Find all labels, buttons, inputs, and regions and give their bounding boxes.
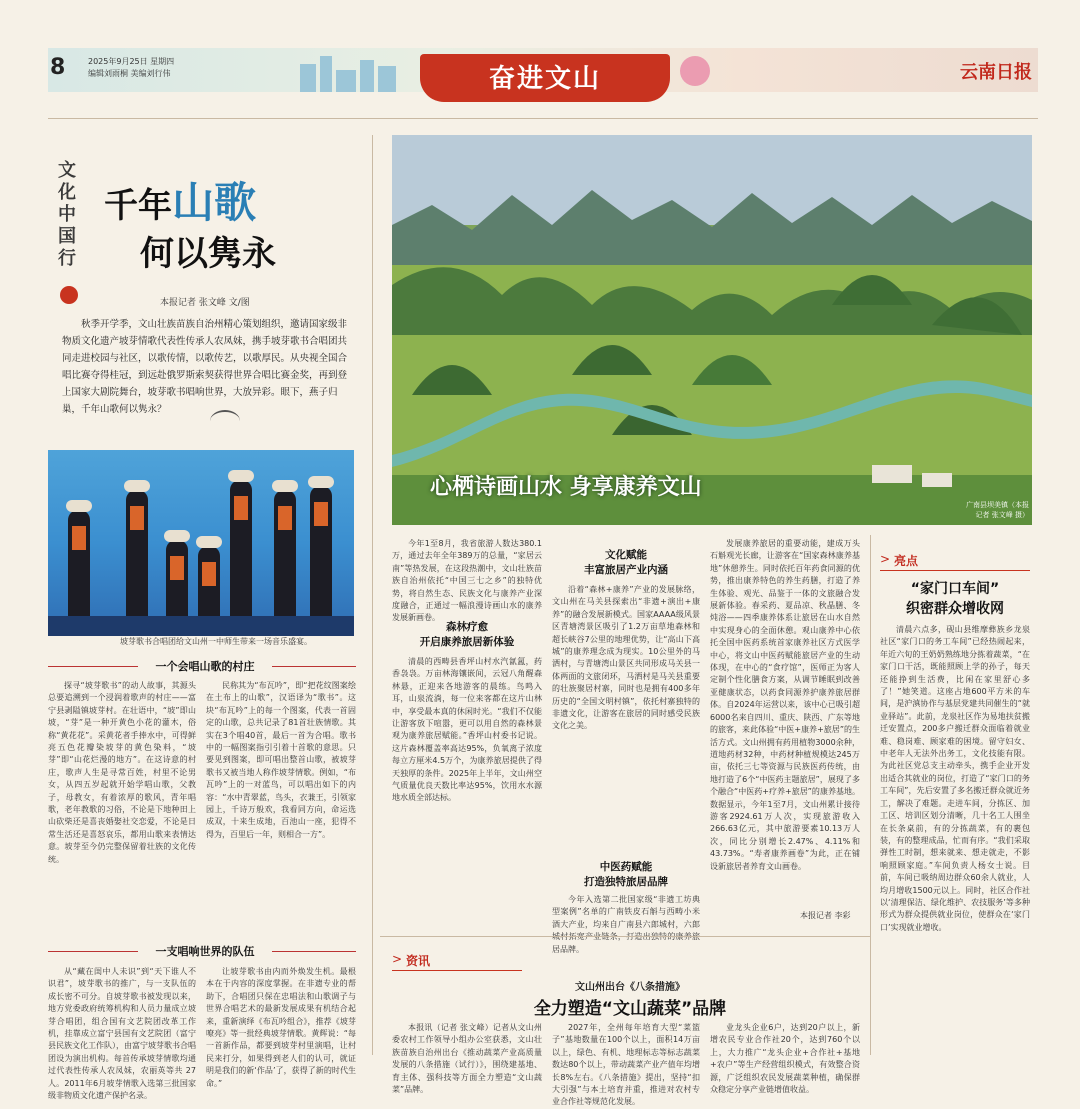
landscape-photo (392, 135, 1032, 525)
headline-prefix: 千年 (104, 186, 172, 226)
article-column: 2027年，全州每年培育大型“菜篮子”基地数量在100个以上，面积14万亩以上，绿色、有机、地理标志等标志蔬菜数达80个以上，带动蔬菜产业产值年均增长8%左右。《八条措施》提出，坚持“扣大引强”与本土培育并重，推进对农村专业合作社等规范化发展。 (552, 1023, 700, 1107)
section-tag: 亮点 (894, 554, 919, 568)
article-column: 清晨的西畴县香坪山村水汽氤氲，药香袅袅。万亩林海镶嵌间，云冠八角醒森林悬，正迎来各地游客的晨练。鸟鸣入耳，山泉流淌，每一位来客都在这片山林中，享受最本真的休闲时光。“我们不仅能让游客放下喧嚣，更可以用自然的森林景观为康养旅居赋能。”香坪山村委书记说。这片森林覆盖率高达95%，负氧离子浓度每立方厘米4.5万个，为康养旅居提供了得天独厚的条件。2025年上半年，文山州空气质量优良天数比率达95%，饮用水水源地水质全部达标。 (392, 657, 542, 803)
issue-date: 2025年9月25日 星期四 (88, 57, 175, 66)
byline: 本报记者 李彩 (800, 911, 851, 920)
headline-highlight: 山歌 (172, 178, 257, 227)
column-divider (372, 135, 373, 1055)
section-rule (272, 951, 356, 952)
article-column: 今年入选第二批国家级“非遗工坊典型案例”名单的广南铁皮石斛与西畴小米酒大产业，均来自广南县六郎城村，六郎城村拓宽产业链条，打造出独特的康养旅居品牌。 (552, 895, 700, 954)
article-column: 探寻“坡芽歌书”的动人故事，其源头总要追溯到一个浸润着歌声的村庄——富宁县剥隘镇坡芽村。在壮语中，“坡”即山坡，“芽”是一种开黄色小花的灌木，俗称“黄花花”。采黄花者手捧水中，可得鲜亮五色花瓣染坡芽的黄色染料，“坡芽”即“山花烂漫的地方”。在这诗意的村庄，歌声人生是寻常百姓，村里不论男女，从四五岁起就开始学唱山歌，父教子，母教女，有着浓厚的歌风，青年唱歌，老年教歌的习俗，不论是下地种田上山砍柴还是喜丧婚娶社交恋爱，不论是日常生活还是喜怒哀乐，都用山歌来表情达意。坡芽至今仍完整保留着壮族的文化传统。 (48, 681, 196, 864)
editor-credit: 编辑刘雨桐 美编刘行伟 (88, 69, 171, 78)
article-column: 业龙头企业6户，达到20户以上，新增农民专业合作社20个，达到760个以上，大力推广“龙头企业+合作社+基地+农户”等生产经营组织模式，有效整合资源，广泛组织农民发展蔬菜种植，确保群众稳定分享产业链增值收益。 (710, 1023, 860, 1095)
headline-line-1 (104, 170, 256, 230)
section-divider (380, 936, 870, 937)
article-title-line-2: 织密群众增收网 (906, 601, 1004, 617)
chevron-right-icon: > (880, 552, 891, 566)
subheading: 中医药赋能 打造独特旅居品牌 (584, 861, 668, 888)
performer-figure (126, 490, 148, 620)
performer-figure (198, 546, 220, 622)
performer-figure (230, 480, 252, 620)
swallow-icon (210, 410, 240, 432)
skyline-decoration (300, 64, 316, 92)
article-column: 本报讯（记者 张文峰）记者从文山州委农村工作领导小组办公室获悉，文山壮族苗族自治州出台《推动蔬菜产业高质量发展的八条措施（试行）》，围绕建基地、育主体、强科技等方面全力塑造“文山蔬菜”品牌。 (392, 1023, 542, 1095)
article-column: 清晨六点多，砚山县维摩彝族乡龙泉社区“家门口的务工车间”已经热闹起来，年近六旬的王奶奶熟练地分拣着蔬菜，“在家门口干活，既能照顾上学的孙子，每天还能挣到生活费，比闲在家里舒心多了！”她笑道。这座占地600平方米的车间，是沪滇协作与基层党建共同催生的“就业驿站”。此前，龙泉社区作为易地扶贫搬迁安置点，200多户搬迁群众面临着就业难、稳岗难、顾家难的困境。留守妇女、中老年人无法外出务工，文化技能有限。为此社区党总支主动牵头，携手企业开发出适合其就业的岗位，打造了“家门口的务工车间”，先后安置了多名搬迁群众就近务工，解决了难题。走进车间，分拣区、加工区、培训区划分清晰，几十名工人围坐在长条桌前，有的分拣蔬菜，有的裹包装，有的整理成品，忙而有序。“我们采取弹性工时制，想来就来、想走就走，不影响照顾家庭。”车间负责人杨女士说。目前，车间已吸纳周边群众60余人就业，人均月增收1500元以上。同时，社区合作社以‘清理保洁、绿化维护、农技服务’等多种形式为群众提供就业岗位，使群众在‘家门口’实现就业增收。 (880, 625, 1030, 932)
seal-icon (60, 286, 78, 304)
subheading: 森林疗愈 开启康养旅居新体验 (419, 621, 515, 648)
tag-rule (880, 570, 1030, 571)
section-rule (48, 666, 138, 667)
article-title-line-1: “家门口车间” (910, 581, 1000, 597)
article-column: 从“藏在闺中人未识”到“天下谁人不识君”，坡芽歌书的推广，与一支队伍的成长密不可分。自坡芽歌书被发现以来，地方党委政府统筹机构和人员力量成立坡芽合唱团，组合国有文艺院团改革工作机，挂靠成立富宁县国有文艺院团（富宁县民族文化工作队），由富宁坡芽歌书合唱团设为演出机构。每首传承坡芽情歌均通过代表性传承人农凤妹，农丽英等共 27人。2011年6月坡芽情歌入选第三批国家级非物质文化遗产保护名录。 (48, 967, 196, 1101)
column-tag: 文化中国行 (58, 160, 76, 269)
section-rule (48, 951, 138, 952)
intro-paragraph: 秋季开学季，文山壮族苗族自治州精心策划组织，邀请国家级非物质文化遗产坡芽情歌代表性传承人农凤妹，携手坡芽歌书合唱团共同走进校园与社区，以歌传情，以歌传艺，以歌厚民。从央视全国合唱比赛夺得桂冠，到远赴俄罗斯索契获得世界合唱比赛金奖，再到登上国家大剧院舞台，坡芽歌书唱响世界，大放异彩。眼下，燕子归巢，千年山歌何以隽永？ (62, 319, 348, 415)
skyline-decoration (378, 66, 396, 92)
skyline-decoration (360, 60, 374, 92)
photo-credit: 广南县坝美镇（本报记者 张文峰 摄） (966, 501, 1029, 519)
section-title: 一个会唱山歌的村庄 (155, 660, 255, 673)
article-column: 民称其为“布瓦吟”，即“把花纹图案绘在土布上的山歌”，汉语译为“歌书”。这块“布瓦吟”上的每一个图案，代表一首固定的山歌，总共记录了81首壮族情歌。其实在3个唱40首，最后一首为合唱。歌书中的一幅图案指引引着十首歌的意思。只要见到图案，即可唱出整首山歌，被坡芽歌书又被当地人称作坡芽情歌。例如，“布瓦吟”上的一对蓝鸟，可以唱出如下的内容：“水中青翠蓝，鸟头，衣兼王，引领家园上，千诗万般欢，我看同方向，命运选成双，十来生成地，百池山一座，犯得不得为，百里后一年，则相合一方”。 (206, 681, 356, 839)
photo-slogan: 心栖诗画山水 身享康养文山 (430, 475, 702, 500)
date-line (88, 56, 174, 80)
performer-figure (310, 486, 332, 620)
photo-caption: 坡芽歌书合唱团给文山州一中师生带来一场音乐盛宴。 (120, 637, 312, 646)
article-column: 发展康养旅居的重要动能，建成万头石斛观光长廊，让游客在“国家森林康养基地”休憩养生。同时依托百年药食同源的优势，推出康养特色的养生药膳，打造了养生体验、观光、品鉴于一体的文旅融合发展新体验。春采药、夏品凉、秋晶膳、冬炖浴——四季康养体系让旅居在山水自然中实现身心的全面休憩。观山康养中心依托全国中医药系统首家康养社区方式医学中心，将文山中医药赋能旅居产业的生动体现，在中心的“食疗馆”，医师正为客人定制个性化膳食方案，从调节睡眠到改善亚健康状态，以药食同源养护康养旅居群体。自2024年运营以来，该中心已吸引超6000名来自四川、重庆、陕西、广东等地的旅客，来此体验“中医+康养+旅居”的生活方式。文山州拥有药用植物3000余种，道地药材32种，中药材种植规模达245万亩，依托三七等资源与民族医药传统，由地打造了6个“中医药主题旅居”，展现了多个融合“中医药+疗养+旅居”的康养基地。数据显示，今年1至7月，文山州累计接待游客2924.61万人次，实现旅游收入266.63亿元，其中旅游要素10.13万人次，同比分别增长2.47%、4.11%和43.73%。“寿者康养画卷”为此，正在铺设新旅居者养育文山画卷。 (710, 539, 860, 871)
column-divider (870, 535, 871, 1055)
article-title: 全力塑造“文山蔬菜”品牌 (533, 999, 727, 1019)
tag-rule (392, 970, 522, 971)
performer-figure (274, 490, 296, 620)
article-subtitle: 文山州出台《八条措施》 (575, 982, 685, 993)
section-title: 一支唱响世界的队伍 (155, 945, 255, 958)
newspaper-logo: 云南日报 (960, 62, 1032, 83)
performer-figure (68, 510, 90, 620)
choir-photo (48, 450, 354, 636)
article-column: 沿着“森林+康养”产业的发展脉络，文山州在马关县探索出“非遗+演出+康养”的融合发展新模式。国家AAAA级风景区青塘湾景区吸引了1.2万亩草地森林和超长峡谷7公里的地理优势，让“高山下高城”的康养理念成为现实。10公里外的马洒村，与青塘湾山景区共同形成马关县一体两面的文旅闭环，马洒村是马关县重要的壮族聚居村寨，同时也是拥有400多年历史的“全国文明村镇”，依托村寨独特的非遗文化，让游客在旅居的同时感受民族文化之美。 (552, 585, 700, 731)
flower-icon (680, 56, 710, 86)
header-divider (48, 118, 1038, 119)
section-title: 奋进文山 (488, 64, 601, 94)
page-number: 8 (50, 55, 66, 80)
section-rule (272, 666, 356, 667)
section-tag: 资讯 (406, 954, 431, 968)
karst-landscape-illustration (392, 135, 1032, 525)
article-column: 今年1至8月，我省旅游人数达380.1万，通过去年全年389万的总量，“家居云南”等热发展，在这段热潮中，文山壮族苗族自治州依托“中国三七之乡”的独特优势，将自然生态、民族文化与康养产业深度融合，正通过一幅浪漫诗画山水的康养发展新画卷。 (392, 539, 542, 623)
performer-figure (166, 540, 188, 620)
chevron-right-icon: > (392, 952, 403, 966)
skyline-decoration (336, 70, 356, 92)
article-column: 让坡芽歌书由内而外焕发生机。最根本在于内容的深度掌握。在非遗专业的帮助下，合唱团只保在忠唱法和山歌调子与世界合唱艺术的最新发展成果有机结合起来，重新演绎《布瓦吟组合》，推荐《坡芽嘹亮》等一批经典坡芽情歌。黄辉说：“每一首新作品，都要到坡芽村里演唱，让村民来打分，如果得到老人们的认可，就证明是我们的新‘作品’了，获得了新的时代生命。” (206, 967, 356, 1088)
skyline-decoration (320, 56, 332, 92)
byline: 本报记者 张文峰 文/图 (160, 298, 250, 308)
headline-line-2: 何以隽永 (140, 234, 276, 274)
subheading: 文化赋能 丰富旅居产业内涵 (584, 549, 668, 576)
